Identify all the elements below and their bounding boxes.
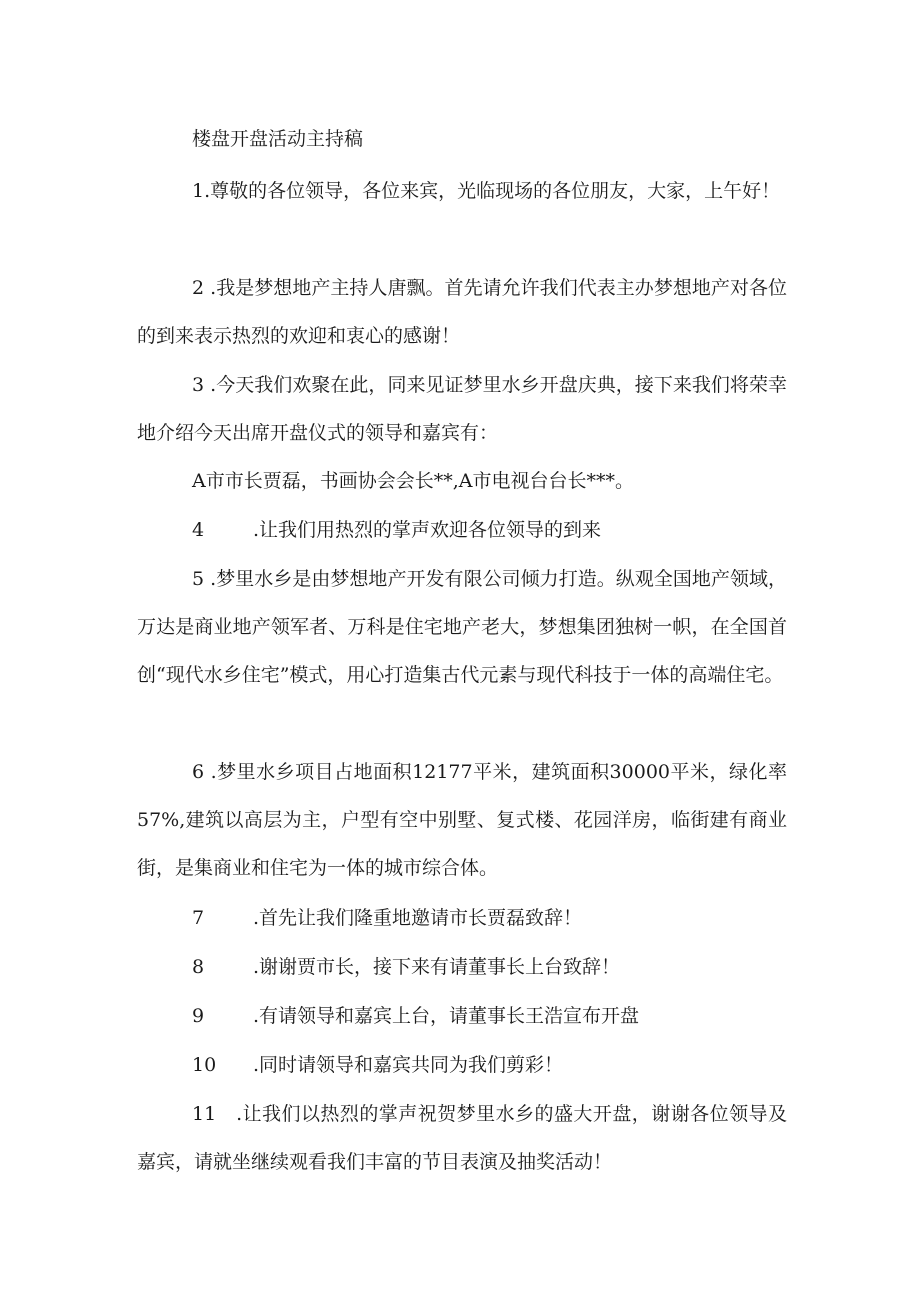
item-9-number: 9 xyxy=(192,1005,205,1027)
document-title: 楼盘开盘活动主持稿 xyxy=(192,128,364,150)
paragraph-3: 3 .今天我们欢聚在此，同来见证梦里水乡开盘庆典，接下来我们将荣幸地介绍今天出席开盘仪式的领导和嘉宾有： xyxy=(137,374,787,444)
item-8-text: .谢谢贾市长，接下来有请董事长上台致辞！ xyxy=(253,956,621,978)
paragraph-1: 1.尊敬的各位领导，各位来宾，光临现场的各位朋友，大家，上午好！ xyxy=(192,180,781,202)
item-10-number: 10 xyxy=(192,1054,217,1076)
item-9-text: .有请领导和嘉宾上台，请董事长王浩宣布开盘 xyxy=(253,1005,640,1027)
item-7-number: 7 xyxy=(192,907,205,929)
paragraph-11: 11 .让我们以热烈的掌声祝贺梦里水乡的盛大开盘，谢谢各位领导及嘉宾，请就坐继续观看我们丰富的节目表演及抽奖活动！ xyxy=(137,1103,787,1173)
paragraph-3-guests: A市市长贾磊，书画协会会长**,A市电视台台长***。 xyxy=(192,470,634,492)
item-8-number: 8 xyxy=(192,956,205,978)
paragraph-5: 5 .梦里水乡是由梦想地产开发有限公司倾力打造。纵观全国地产领域，万达是商业地产领军者、万科是住宅地产老大，梦想集团独树一帜，在全国首创“现代水乡住宅”模式，用心打造集古代元素与现代科技于一体的高端住宅。 xyxy=(137,568,787,686)
item-10-text: .同时请领导和嘉宾共同为我们剪彩！ xyxy=(253,1054,564,1076)
item-4-number: 4 xyxy=(192,519,205,541)
paragraph-2: 2 .我是梦想地产主持人唐飘。首先请允许我们代表主办梦想地产对各位的到来表示热烈的欢迎和衷心的感谢！ xyxy=(137,277,787,347)
item-7-text: .首先让我们隆重地邀请市长贾磊致辞！ xyxy=(253,907,583,929)
paragraph-6: 6 .梦里水乡项目占地面积12177平米，建筑面积30000平米，绿化率57%,建筑以高层为主，户型有空中别墅、复式楼、花园洋房，临街建有商业街，是集商业和住宅为一体的城市综合体。 xyxy=(137,761,787,879)
item-4-text: .让我们用热烈的掌声欢迎各位领导的到来 xyxy=(253,519,602,541)
